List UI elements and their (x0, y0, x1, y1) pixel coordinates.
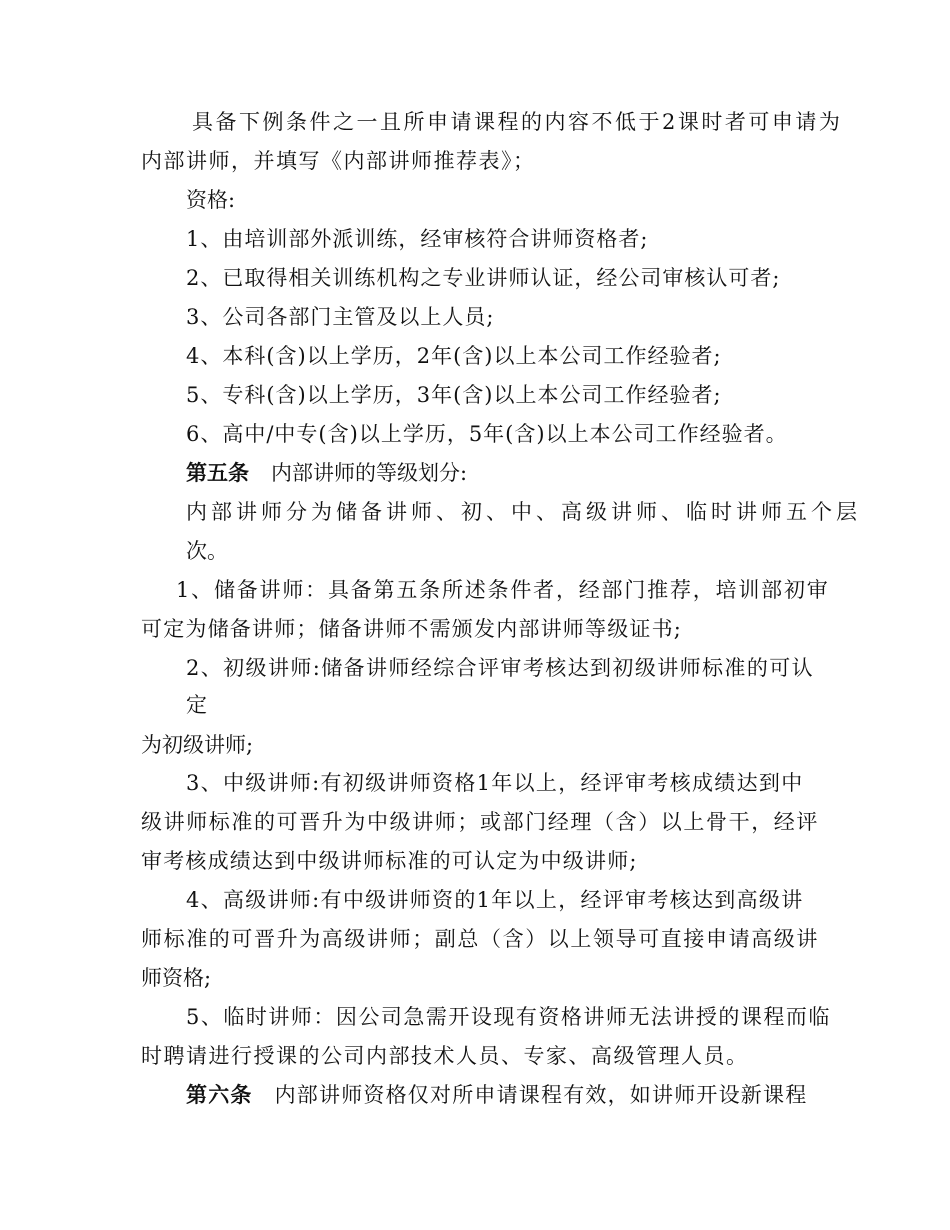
qualification-heading: 资格: (186, 188, 236, 212)
qualification-item: 4、本科(含)以上学历，2年(含)以上本公司工作经验者; (186, 344, 722, 368)
article-5-heading (186, 458, 467, 488)
article-6-label: 第六条 (186, 1082, 253, 1107)
qualification-item: 2、已取得相关训练机构之专业讲师认证，经公司审核认可者; (186, 266, 781, 290)
level-item: 级讲师标准的可晋升为中级讲师；或部门经理（含）以上骨干，经评 (141, 810, 819, 834)
paragraph-line: 内部讲师，并填写《内部讲师推荐表》； (141, 149, 536, 173)
qualification-item: 3、公司各部门主管及以上人员; (186, 305, 495, 329)
level-item: 师标准的可晋升为高级讲师；副总（含）以上领导可直接申请高级讲 (141, 927, 819, 951)
level-item: 审考核成绩达到中级讲师标准的可认定为中级讲师; (141, 849, 638, 873)
level-item: 5、临时讲师：因公司急需开设现有资格讲师无法讲授的课程而临 (186, 1005, 831, 1029)
level-item: 时聘请进行授课的公司内部技术人员、专家、高级管理人员。 (141, 1044, 749, 1068)
paragraph-line: 次。 (186, 539, 228, 563)
level-item: 为初级讲师; (141, 733, 254, 757)
level-item: 师资格; (141, 966, 212, 990)
level-item: 2、初级讲师:储备讲师经综合评审考核达到初级讲师标准的可认 (186, 656, 815, 680)
paragraph-line: 内部讲师分为储备讲师、初、中、高级讲师、临时讲师五个层 (186, 500, 861, 524)
level-item: 3、中级讲师:有初级讲师资格1年以上，经评审考核成绩达到中 (186, 771, 804, 795)
level-item: 4、高级讲师:有中级讲师资的1年以上，经评审考核达到高级讲 (186, 888, 804, 912)
level-item: 定 (186, 693, 207, 717)
level-item: 1、储备讲师：具备第五条所述条件者，经部门推荐，培训部初审 (176, 578, 830, 602)
article-5-text: 内部讲师的等级划分: (271, 461, 468, 485)
level-item: 可定为储备讲师；储备讲师不需颁发内部讲师等级证书; (141, 617, 683, 641)
article-6-text: 内部讲师资格仅对所申请课程有效，如讲师开设新课程 (274, 1083, 808, 1107)
paragraph-line: 具备下例条件之一且所申请课程的内容不低于2课时者可申请为 (192, 110, 843, 134)
article-6-heading (186, 1080, 807, 1110)
qualification-item: 6、高中/中专(含)以上学历，5年(含)以上本公司工作经验者。 (186, 422, 788, 446)
article-5-label: 第五条 (186, 460, 249, 485)
qualification-item: 5、专科(含)以上学历，3年(含)以上本公司工作经验者; (186, 383, 722, 407)
qualification-item: 1、由培训部外派训练，经审核符合讲师资格者; (186, 227, 649, 251)
